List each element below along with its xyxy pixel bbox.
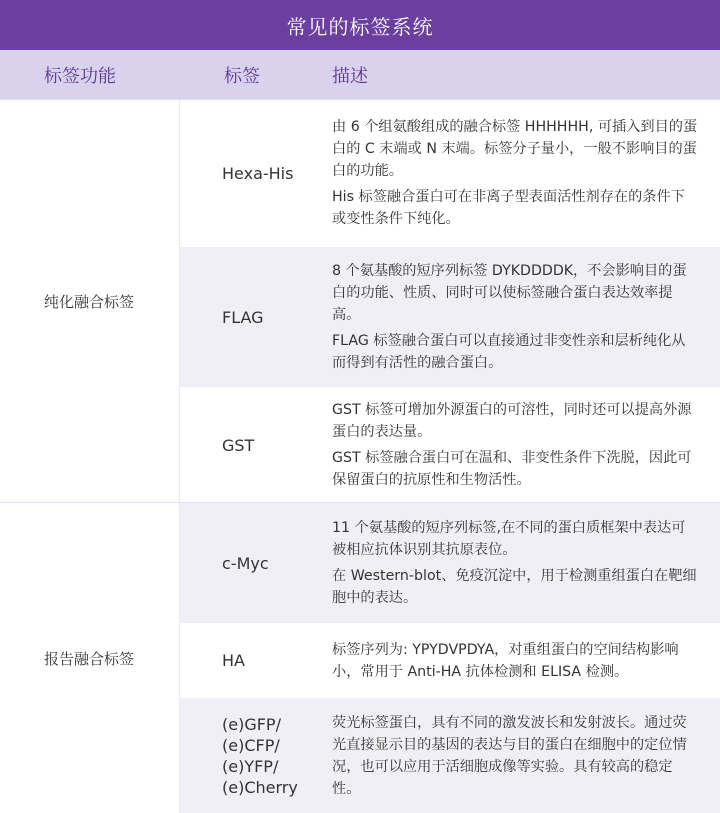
tag-name: GST: [222, 435, 255, 455]
header-description: 描述: [332, 65, 368, 87]
tag-description: [332, 702, 720, 810]
tag-description: [332, 389, 720, 501]
desc-paragraph: 标签序列为: YPYDVPDYA，对重组蛋白的空间结构影响小，常用于 Anti-HA 抗体检测和 ELISA 检测。: [332, 641, 679, 680]
table-row: [180, 503, 720, 623]
desc-paragraph: FLAG 标签融合蛋白可以直接通过非变性亲和层析纯化从而得到有活性的融合蛋白。: [332, 333, 686, 371]
desc-paragraph: GST 标签可增加外源蛋白的可溶性，同时还可以提高外源蛋白的表达量。: [332, 402, 692, 440]
tag-description: [332, 629, 720, 693]
table-title: 常见的标签系统: [0, 0, 720, 50]
desc-paragraph: His 标签融合蛋白可在非离子型表面活性剂存在的条件下或变性条件下纯化。: [332, 189, 685, 227]
tag-name: c-Myc: [222, 553, 269, 573]
tag-name-line: (e)CFP/: [222, 736, 280, 755]
tag-name: [180, 714, 332, 798]
table-row: [180, 100, 720, 246]
tag-name-line: (e)Cherry: [222, 778, 298, 797]
tag-name-line: (e)GFP/: [222, 715, 281, 734]
desc-paragraph: 8 个氨基酸的短序列标签 DYKDDDDK，不会影响目的蛋白的功能、性质、同时可以使标签融合蛋白表达效率提高。: [332, 263, 687, 323]
desc-paragraph: 11 个氨基酸的短序列标签,在不同的蛋白质框架中表达可被相应抗体识别其抗原表位。: [332, 520, 686, 558]
header-function: 标签功能: [44, 65, 116, 87]
desc-paragraph: 由 6 个组氨酸组成的融合标签 HHHHHH, 可插入到目的蛋白的 C 末端或 N 末端。标签分子量小，一般不影响目的蛋白的功能。: [332, 119, 698, 179]
tag-description: [332, 507, 720, 619]
table-header: [0, 50, 720, 99]
group-purification: [0, 99, 720, 502]
tag-description: [332, 250, 720, 384]
tag-name-line: (e)YFP/: [222, 757, 279, 776]
group-reporter: [0, 502, 720, 813]
desc-paragraph: 荧光标签蛋白，具有不同的激发波长和发射波长。通过荧光直接显示目的基因的表达与目的蛋白在细胞中的定位情况，也可以应用于活细胞成像等实验。具有较高的稳定性。: [332, 715, 687, 797]
group-label: 纯化融合标签: [0, 100, 180, 502]
desc-paragraph: GST 标签融合蛋白可在温和、非变性条件下洗脱，因此可保留蛋白的抗原性和生物活性。: [332, 450, 692, 488]
group-label: 报告融合标签: [0, 503, 180, 813]
table-row: [180, 623, 720, 697]
tag-name: FLAG: [222, 307, 264, 327]
tag-name: Hexa-His: [222, 163, 294, 183]
tag-description: [332, 106, 720, 240]
header-tag: 标签: [224, 65, 260, 87]
tag-name: HA: [222, 651, 245, 670]
table-row: [180, 387, 720, 502]
desc-paragraph: 在 Western-blot、免疫沉淀中，用于检测重组蛋白在靶细胞中的表达。: [332, 568, 697, 606]
table-row: [180, 697, 720, 813]
table-row: [180, 246, 720, 387]
